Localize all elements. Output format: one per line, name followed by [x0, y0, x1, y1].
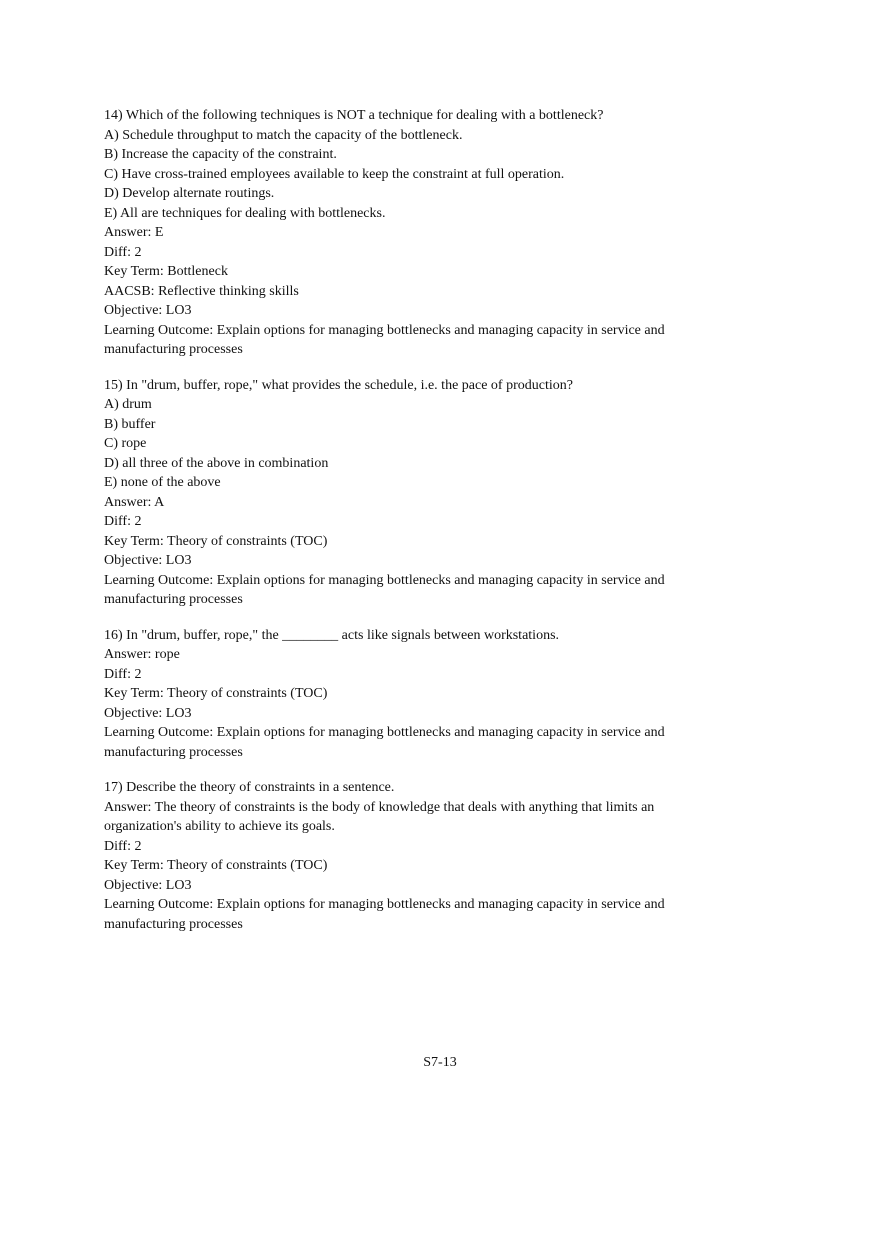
- question-stem: 15) In "drum, buffer, rope," what provides the schedule, i.e. the pace of production?: [104, 377, 573, 393]
- answer: Answer: A: [104, 494, 165, 510]
- option-e: E) All are techniques for dealing with bottlenecks.: [104, 205, 386, 221]
- aacsb: AACSB: Reflective thinking skills: [104, 283, 299, 299]
- key-term: Key Term: Theory of constraints (TOC): [104, 686, 328, 701]
- option-c: C) rope: [104, 436, 147, 451]
- key-term: Key Term: Theory of constraints (TOC): [104, 533, 328, 549]
- question-17: [104, 778, 704, 934]
- answer: Answer: The theory of constraints is the body of knowledge that deals with anything that limits an organization's ability to achieve its goals.: [104, 799, 655, 834]
- objective: Objective: LO3: [104, 705, 192, 721]
- option-e: E) none of the above: [104, 475, 221, 490]
- answer: Answer: rope: [104, 647, 180, 662]
- option-d: D) Develop alternate routings.: [104, 186, 275, 201]
- difficulty: Diff: 2: [104, 514, 142, 529]
- page-content: [104, 106, 704, 950]
- difficulty: Diff: 2: [104, 244, 142, 260]
- question-stem: 17) Describe the theory of constraints in a sentence.: [104, 780, 395, 795]
- option-b: B) buffer: [104, 416, 156, 432]
- key-term: Key Term: Theory of constraints (TOC): [104, 858, 328, 873]
- option-a: A) Schedule throughput to match the capacity of the bottleneck.: [104, 127, 463, 143]
- option-d: D) all three of the above in combination: [104, 455, 329, 471]
- difficulty: Diff: 2: [104, 838, 142, 854]
- objective: Objective: LO3: [104, 303, 192, 318]
- option-c: C) Have cross-trained employees available to keep the constraint at full operation.: [104, 166, 565, 182]
- objective: Objective: LO3: [104, 553, 192, 568]
- objective: Objective: LO3: [104, 877, 192, 893]
- question-14: [104, 106, 704, 360]
- learning-outcome: Learning Outcome: Explain options for managing bottlenecks and managing capacity in service and manufacturing processes: [104, 572, 665, 607]
- learning-outcome: Learning Outcome: Explain options for managing bottlenecks and managing capacity in service and manufacturing processes: [104, 897, 665, 932]
- question-16: [104, 626, 704, 763]
- question-stem: 16) In "drum, buffer, rope," the ________ acts like signals between workstations.: [104, 627, 560, 643]
- answer: Answer: E: [104, 225, 164, 240]
- page-number: S7-13: [423, 1055, 457, 1070]
- question-stem: 14) Which of the following techniques is NOT a technique for dealing with a bottleneck?: [104, 108, 604, 123]
- option-a: A) drum: [104, 397, 152, 412]
- option-b: B) Increase the capacity of the constraint.: [104, 147, 337, 162]
- difficulty: Diff: 2: [104, 666, 142, 682]
- question-15: [104, 376, 704, 610]
- learning-outcome: Learning Outcome: Explain options for managing bottlenecks and managing capacity in service and manufacturing processes: [104, 725, 665, 760]
- learning-outcome: Learning Outcome: Explain options for managing bottlenecks and managing capacity in service and manufacturing processes: [104, 322, 665, 357]
- key-term: Key Term: Bottleneck: [104, 264, 228, 279]
